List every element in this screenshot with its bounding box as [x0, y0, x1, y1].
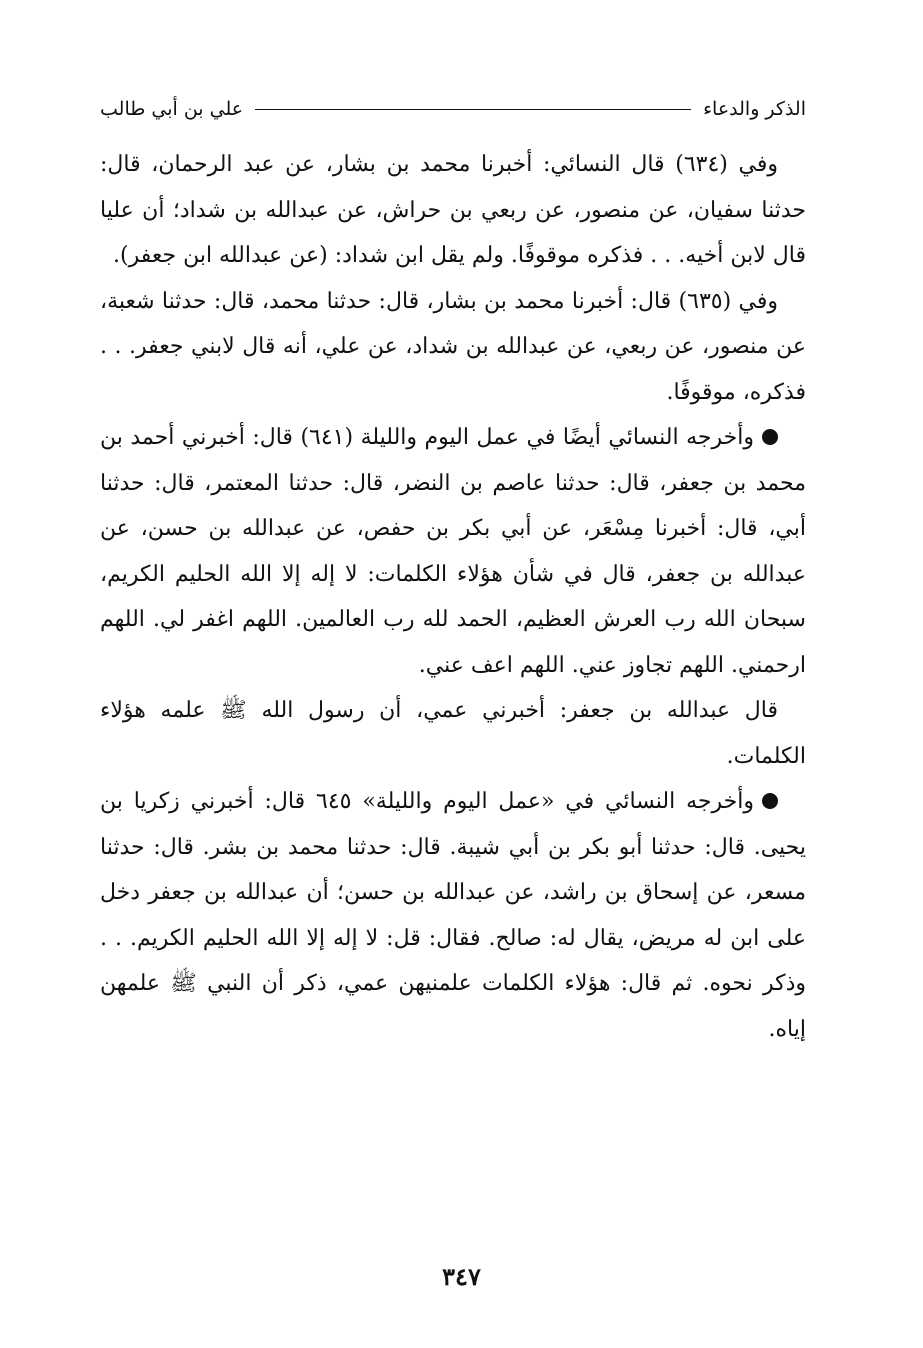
- running-head: [100, 93, 806, 125]
- paragraph: [100, 279, 806, 416]
- paragraph: [100, 688, 806, 779]
- paragraph-text: وأخرجه النسائي في «عمل اليوم والليلة» ٦٤٥ قال: أخبرني زكريا بن يحيى. قال: حدثنا أبو بكر بن أبي شيبة. قال: حدثنا محمد بن بشر. قال: حدثنا مسعر، عن إسحاق بن راشد، عن عبدالله بن حسن؛ أن عبدالله بن جعفر دخل على ابن له مريض، يقال له: صالح. فقال: قل: لا إله إلا الله الحليم الكريم. . . وذكر نحوه. ثم قال: هؤلاء الكلمات علمنيهن عمي، ذكر أن النبي ﷺ علمهن إياه.: [100, 789, 806, 1042]
- paragraph-text: وأخرجه النسائي أيضًا في عمل اليوم والليلة (٦٤١) قال: أخبرني أحمد بن محمد بن جعفر، قال: حدثنا عاصم بن النضر، قال: حدثنا المعتمر، قال: حدثنا أبي، قال: أخبرنا مِسْعَر، عن أبي بكر بن حفص، عن عبدالله بن حسن، عن عبدالله بن جعفر، قال في شأن هؤلاء الكلمات: لا إله إلا الله الحليم الكريم، سبحان الله رب العرش العظيم، الحمد لله رب العالمين. اللهم اغفر لي. اللهم ارحمني. اللهم تجاوز عني. اللهم اعف عني.: [100, 425, 806, 678]
- paragraph: [100, 779, 806, 1052]
- page-number: ٣٤٧: [442, 1262, 481, 1291]
- section-title: الذكر والدعاء: [703, 98, 806, 120]
- paragraph-text: قال عبدالله بن جعفر: أخبرني عمي، أن رسول الله ﷺ علمه هؤلاء الكلمات.: [100, 698, 806, 769]
- body-text: [100, 142, 806, 1052]
- paragraph: [100, 142, 806, 279]
- author-name: علي بن أبي طالب: [100, 98, 244, 120]
- bullet-icon: [762, 793, 778, 809]
- paragraph-text: وفي (٦٣٥) قال: أخبرنا محمد بن بشار، قال: حدثنا محمد، قال: حدثنا شعبة، عن منصور، عن ربعي، عن عبدالله بن شداد، عن علي، أنه قال لابني جعفر. . . فذكره، موقوفًا.: [100, 288, 806, 405]
- paragraph: [100, 415, 806, 688]
- paragraph-text: وفي (٦٣٤) قال النسائي: أخبرنا محمد بن بشار، عن عبد الرحمان، قال: حدثنا سفيان، عن منصور، عن ربعي بن حراش، عن عبدالله بن شداد؛ أن عليا قال لابن أخيه. . . فذكره موقوفًا. ولم يقل ابن شداد: (عن عبدالله ابن جعفر).: [100, 152, 806, 268]
- bullet-icon: [762, 429, 778, 445]
- header-rule: [255, 109, 691, 110]
